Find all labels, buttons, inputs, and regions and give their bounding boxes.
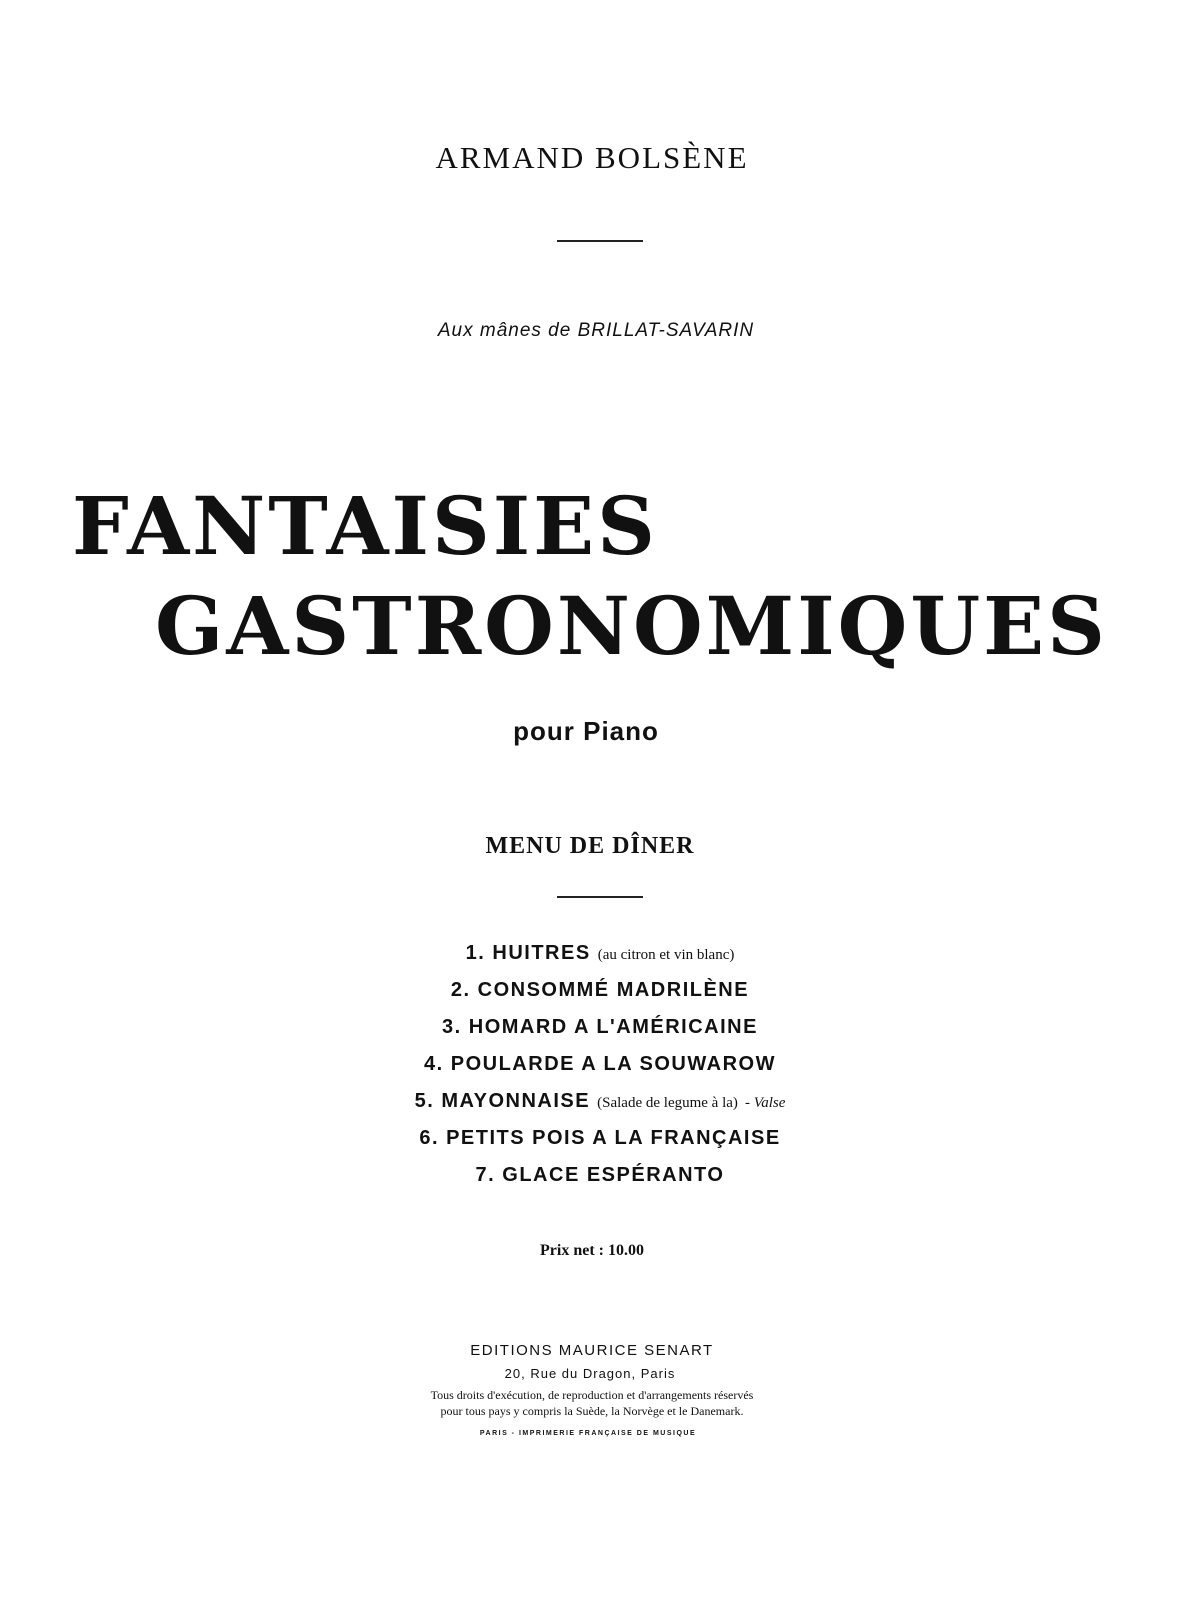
author-name: ARMAND BOLSÈNE [435,140,749,175]
printer-credit: PARIS - IMPRIMERIE FRANÇAISE DE MUSIQUE [479,1430,697,1437]
menu-item-note: (au citron et vin blanc) [597,947,735,963]
menu-item-form: - Valse [744,1095,786,1111]
title-line-1: FANTAISIES [72,479,658,573]
divider-menu [557,896,643,898]
dedication: Aux mânes de BRILLAT-SAVARIN [437,320,755,341]
menu-heading: MENU DE DÎNER [485,833,695,859]
subtitle: pour Piano [513,716,659,746]
menu-item-7 [0,1157,1200,1194]
menu-item-label: 6. PETITS POIS A LA FRANÇAISE [419,1127,781,1149]
menu-item-label: 5. MAYONNAISE [414,1090,591,1112]
menu-item-label: 3. HOMARD A L'AMÉRICAINE [442,1016,758,1038]
menu-item-label: 2. CONSOMMÉ MADRILÈNE [450,979,750,1001]
menu-item-4 [0,1046,1200,1083]
menu-item-note: (Salade de legume à la) [597,1095,738,1111]
divider-top [557,240,643,242]
menu-item-3 [0,1009,1200,1046]
publisher-name: EDITIONS MAURICE SENART [470,1342,714,1359]
menu-item-label: 4. POULARDE A LA SOUWAROW [424,1053,776,1075]
menu-item-label: 7. GLACE ESPÉRANTO [475,1164,725,1186]
rights-notice-line-1: Tous droits d'exécution, de reproduction et d'arrangements réservés [430,1388,754,1402]
rights-notice-line-2: pour tous pays y compris la Suède, la Norvège et le Danemark. [440,1404,744,1418]
title-line-2: GASTRONOMIQUES [155,579,1108,673]
menu-item-6 [0,1120,1200,1157]
menu-item-5 [0,1083,1200,1120]
menu-item-1 [0,935,1200,972]
price: Prix net : 10.00 [540,1242,644,1259]
menu-item-2 [0,972,1200,1009]
menu-item-label: 1. HUITRES [465,942,591,964]
publisher-address: 20, Rue du Dragon, Paris [504,1366,676,1381]
menu-list [0,935,1200,1194]
